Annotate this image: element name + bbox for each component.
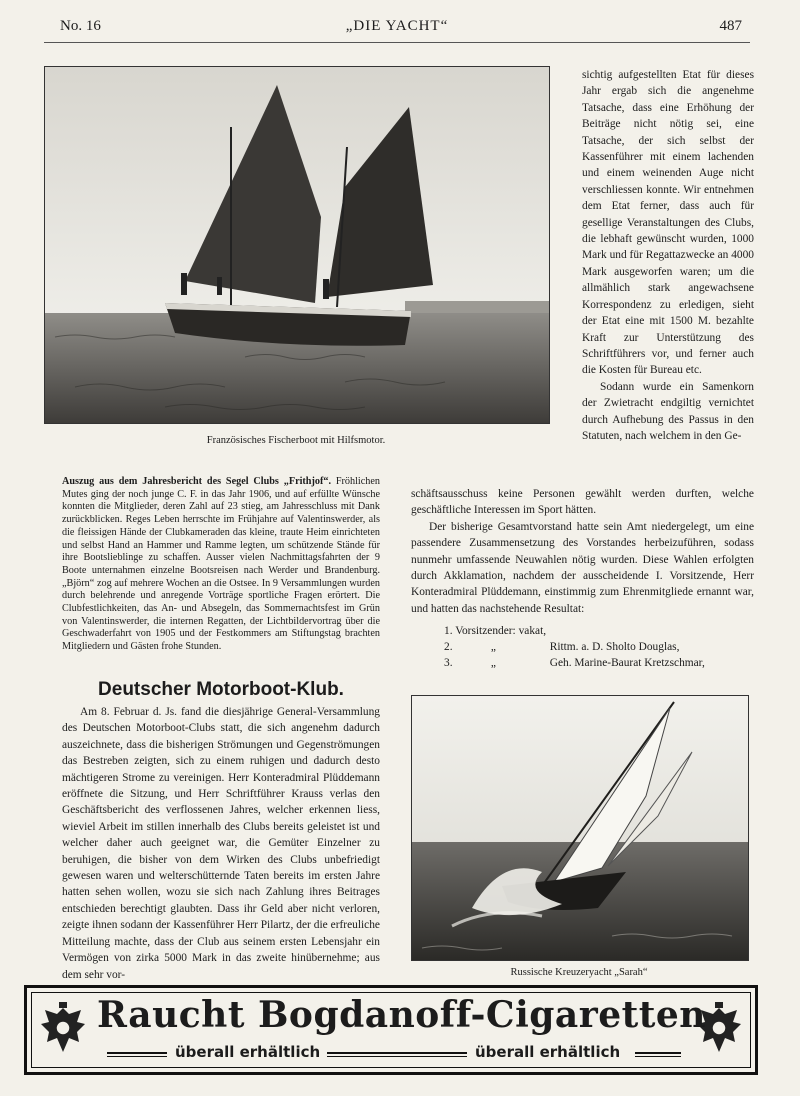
result-row (444, 655, 754, 671)
ad-rule (635, 1056, 681, 1057)
yacht-illustration (412, 696, 748, 960)
paragraph: Sodann wurde ein Samenkorn der Zwietracht endgiltig vernichtet durch Aufhebung des Passus in den Statuten, nach welchem in den Ge- (582, 380, 754, 442)
ad-rule (327, 1052, 467, 1054)
fishing-boat-caption: Französisches Fischerboot mit Hilfsmotor. (206, 435, 386, 446)
eagle-crest-icon (37, 1002, 89, 1058)
ad-subtitle-right: überall erhältlich (475, 1043, 621, 1061)
ad-title: Raucht Bogdanoff-Cigaretten (97, 994, 706, 1036)
motorboot-text (62, 704, 380, 983)
paragraph: sichtig aufgestellten Etat für dieses Jahr ergab sich die angenehme Tatsache, dass eine Erhöhung der Beiträge nicht nötig sei, eine Tatsache, der sich selbst der Kassenführer mit einem lachenden und einem weinenden Auge nicht verschliessen konnte. Wir entnehmen dem Etat ferner, dass auch für gesellige Veranstaltungen des Clubs, die lebhaft gewünscht wurden, 1000 Mark und für Regattazwecke an 4000 Mark ausgeworfen waren; um die allmählich stark angewachsene Korrespondenz zu erledigen, sieht der Etat eine mit 1500 M. bezahlte Kraft zur Unterstützung des Schriftführers vor, und ferner auch die Kosten für Bureau etc. (582, 69, 754, 377)
paragraph: schäftsausschuss keine Personen gewählt werden durften, welche geschäftliche Interessen im Sport hätten. (411, 488, 754, 517)
result-role: Vorsitzender: (455, 625, 516, 637)
page-header (44, 14, 750, 38)
result-number: 1. (444, 625, 453, 637)
election-text (411, 486, 754, 617)
header-rule (44, 42, 750, 43)
issue-number: No. 16 (60, 18, 101, 34)
result-name: vakat, (518, 625, 547, 637)
result-role: „ (490, 657, 496, 669)
ad-subtitle-left: überall erhältlich (175, 1043, 321, 1061)
motorboot-heading: Deutscher Motorboot-Klub. (98, 679, 344, 700)
result-name: Geh. Marine-Baurat Kretzschmar, (549, 657, 705, 669)
paragraph: Am 8. Februar d. Js. fand die diesjährige General-Versammlung des Deutschen Motorboot-Clubs statt, die sich angenehm dadurch auszeichnete, dass die bisherigen Strömungen und Gegenströmungen das Bestreben zeigten, sich zu einem ruhigen und dadurch desto mächtigeren Strome zu vereinigen. Herr Konteradmiral Plüddemann eröffnete die Sitzung, und Herr Schriftführer Krauss verlas den Geschäftsbericht des verflossenen Jahres, welcher erkennen liess, wieviel Arbeit im stillen innerhalb des Clubs bereits geleistet ist und welcher daher auch geeignet war, die Gemüter Einzelner zu beruhigen, die bisher von dem Wirken des Clubs unbefriedigt gewesen waren und welterschütternde Taten bereits im ersten Jahre hatten sehen wollen, wozu sie sich nach Zahlung ihres Beitrages entschieden berechtigt glaubten. Dass ihr Geld aber nicht verloren, zeigte ihnen sodann der Kassenführer Herr Pilartz, der die erfreuliche Mitteilung machte, dass der Club aus seinem ersten Lebensjahr ein Vermögen von zirka 5000 Mark in das zweite hinübernehme; aus dem sehr vor- (62, 706, 380, 981)
result-number: 2. (444, 641, 453, 653)
fishing-boat-illustration (45, 67, 549, 423)
frithjof-report (62, 476, 380, 654)
result-row (444, 639, 754, 655)
frithjof-heading: Auszug aus dem Jahresbericht des Segel Clubs „Frithjof“. (62, 476, 331, 487)
bogdanoff-advertisement (24, 985, 758, 1075)
result-number: 3. (444, 657, 453, 669)
yacht-caption: Russische Kreuzeryacht „Sarah“ (510, 967, 648, 978)
ad-rule (107, 1052, 167, 1054)
ad-rule (107, 1056, 167, 1057)
frithjof-text: Fröhlichen Mutes ging der noch junge C. F. in das Jahr 1906, und auf erfüllte Wünsche konnten die Mitglieder, deren Zahl auf 23 stieg, am Jahresschluss mit Dank zurückblicken. Reges Leben herrschte im Frühjahre auf Valentinswerder, als die fleissigen Hände der Clubkameraden das kleine, traute Heim einrichteten und selbst Hand an Hammer und Ramme legten, um schützende Stände für ihre Bootslieblinge zu schaffen. Ausser vielen Nachmittagsfahrten der 9 Boote unternahmen einzelne Bootsreisen nach Werder und Brandenburg. „Björn“ zog auf mehrere Wochen an die Ostsee. In 9 Versammlungen wurden durch belehrende und anregende Vorträge sportliche Fragen erörtert. Die Clubfestlichkeiten, das An- und Absegeln, das Sommernachtsfest im Grün von Valentinswerder, die internen Regatten, der Lichtbildervortrag über die Geschwaderfahrt von 1905 und der Festkommers am Stiftungstag brachten Mitgliedern und Gästen frohe Stunden. (62, 476, 380, 653)
fishing-boat-photo (44, 66, 550, 424)
result-row (444, 623, 754, 639)
election-results (444, 623, 754, 671)
paragraph: Der bisherige Gesamtvorstand hatte sein Amt niedergelegt, um eine passendere Zusammensetzung des Vorstandes herbeizuführen, sodass nunmehr umfassende Neuwahlen nötig wurden. Diese Wahlen erfolgten durch Akklamation, nachdem der ausscheidende I. Vorsitzende, Herr Konteradmiral Plüddemann, einstimmig zum Ehrenmitgliede ernannt war, und hatten das nachstehende Resultat: (411, 520, 754, 615)
right-column-text (582, 67, 754, 444)
magazine-title: „DIE YACHT“ (345, 18, 449, 34)
result-name: Rittm. a. D. Sholto Douglas, (549, 641, 680, 653)
result-role: „ (490, 641, 496, 653)
ad-rule (327, 1056, 467, 1057)
yacht-photo (411, 695, 749, 961)
page-number: 487 (719, 18, 742, 34)
ad-rule (635, 1052, 681, 1054)
